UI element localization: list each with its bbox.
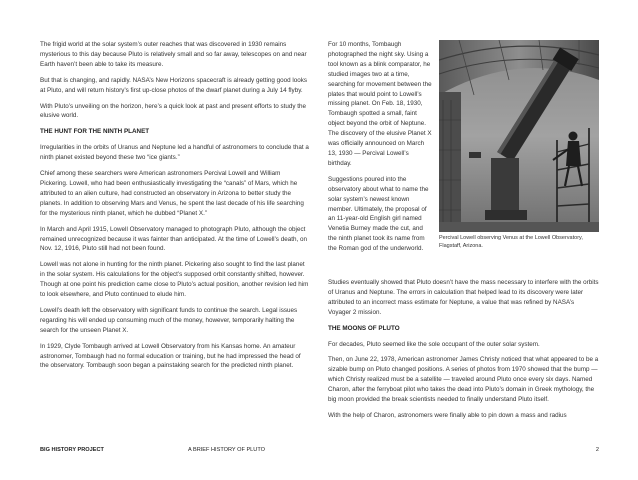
photo-caption: Percival Lowell observing Venus at the Lowell Observatory, Flagstaff, Arizona.: [439, 235, 583, 249]
paragraph: Lowell was not alone in hunting for the ninth planet. Pickering also sought to find the last planet in the solar system. His calculations for the object’s supposed orbit constantly shifted, however. Though at one point his prediction came close to Pluto’s actual position, another revision led him to look elsewhere, and Pluto continued to elude him.: [40, 261, 309, 299]
paragraph: With the help of Charon, astronomers were finally able to pin down a mass and radius: [328, 411, 567, 419]
paragraph: For 10 months, Tombaugh photographed the night sky. Using a tool known as a blink comparator, he studied images two at a time, searching for movement between the plates that would point to Lowell’s missing planet. On Feb. 18, 1930, Tombaugh spotted a small, faint object beyond the orbit of Neptune. The discovery of the elusive Planet X was officially announced on March 13, 1930 — Percival Lowell’s birthday.: [328, 41, 432, 167]
observatory-photo: [439, 40, 599, 232]
figure: [439, 40, 599, 278]
paragraph: Suggestions poured into the observatory about what to name the solar system’s newest known member. Ultimately, the proposal of an 11-year-old English girl named Venetia Burney made the cut, and the ninth planet took its name from the Roman god of the underworld.: [328, 175, 429, 253]
paragraph: In March and April 1915, Lowell Observatory managed to photograph Pluto, although the object remained unrecognized because it was fainter than anticipated. At the time of Lowell’s death, on Nov. 12, 1916, Pluto still had not been found.: [40, 225, 307, 253]
paragraph: Irregularities in the orbits of Uranus and Neptune led a handful of astronomers to conclude that a ninth planet existed beyond these two “ice giants.”: [40, 144, 309, 162]
footer-project-name: BIG HISTORY PROJECT: [40, 447, 104, 453]
section-heading-moons: THE MOONS OF PLUTO: [328, 324, 400, 332]
paragraph: With Pluto’s unveiling on the horizon, here’s a quick look at past and present efforts to study the elusive world.: [40, 102, 307, 120]
paragraph: Chief among these searchers were American astronomers Percival Lowell and William Pickering. Lowell, who had been enthusiastically investigating the “canals” of Mars, which he attributed to an alien culture, had constructed an observatory in Arizona to better study the planets. In addition to observing Mars and Venus, he spent the last decade of his life searching for the mysterious ninth planet, which he dubbed “Planet X.”: [40, 170, 304, 217]
page-footer: [40, 447, 599, 457]
narrow-text-block: [328, 40, 433, 278]
page-number: 2: [595, 447, 599, 453]
paragraph: In 1929, Clyde Tombaugh arrived at Lowell Observatory from his Kansas home. An amateur astronomer, Tombaugh had no formal education or training, but he had impressed the head of the observatory. Tombaugh soon began a painstaking search for the predicted ninth planet.: [40, 342, 301, 370]
section-heading-ninth-planet: THE HUNT FOR THE NINTH PLANET: [40, 128, 150, 136]
left-column: [40, 40, 309, 377]
footer-document-title: A BRIEF HISTORY OF PLUTO: [188, 447, 265, 453]
paragraph: Lowell’s death left the observatory with significant funds to continue the search. Legal issues regarding his will ended up consuming much of the money, however, temporarily halting the search for the unseen Planet X.: [40, 306, 298, 334]
paragraph: The frigid world at the solar system’s outer reaches that was discovered in 1930 remains mysterious to this day because Pluto is relatively small and so far away, telescopes on and near Earth haven’t been able to take its measure.: [40, 41, 307, 68]
top-row: [328, 40, 599, 278]
paragraph: For decades, Pluto seemed like the sole occupant of the outer solar system.: [328, 340, 540, 348]
paragraph: Then, on June 22, 1978, American astronomer James Christy noticed that what appeared to be a sizable bump on Pluto changed positions. A series of photos from 1970 showed that the bump — which Christy realized must be a satellite — traveled around Pluto once every six days. Named Charon, after the ferryboat pilot who takes the dead into Pluto’s domain in Greek mythology, the big moon provided the break scientists needed to finally understand Pluto itself.: [328, 356, 599, 404]
right-column: [328, 40, 599, 427]
paragraph: Studies eventually showed that Pluto doesn’t have the mass necessary to interfere with the orbits of Uranus and Neptune. The errors in calculation that helped lead to its discovery were later attributed to an incorrect mass estimate for Neptune, a value that was refined by NASA’s Voyager 2 mission.: [328, 279, 599, 316]
paragraph: But that is changing, and rapidly. NASA’s New Horizons spacecraft is already getting good looks at Pluto, and will return history’s first up-close photos of the dwarf planet during a July 14 flyby.: [40, 76, 308, 94]
